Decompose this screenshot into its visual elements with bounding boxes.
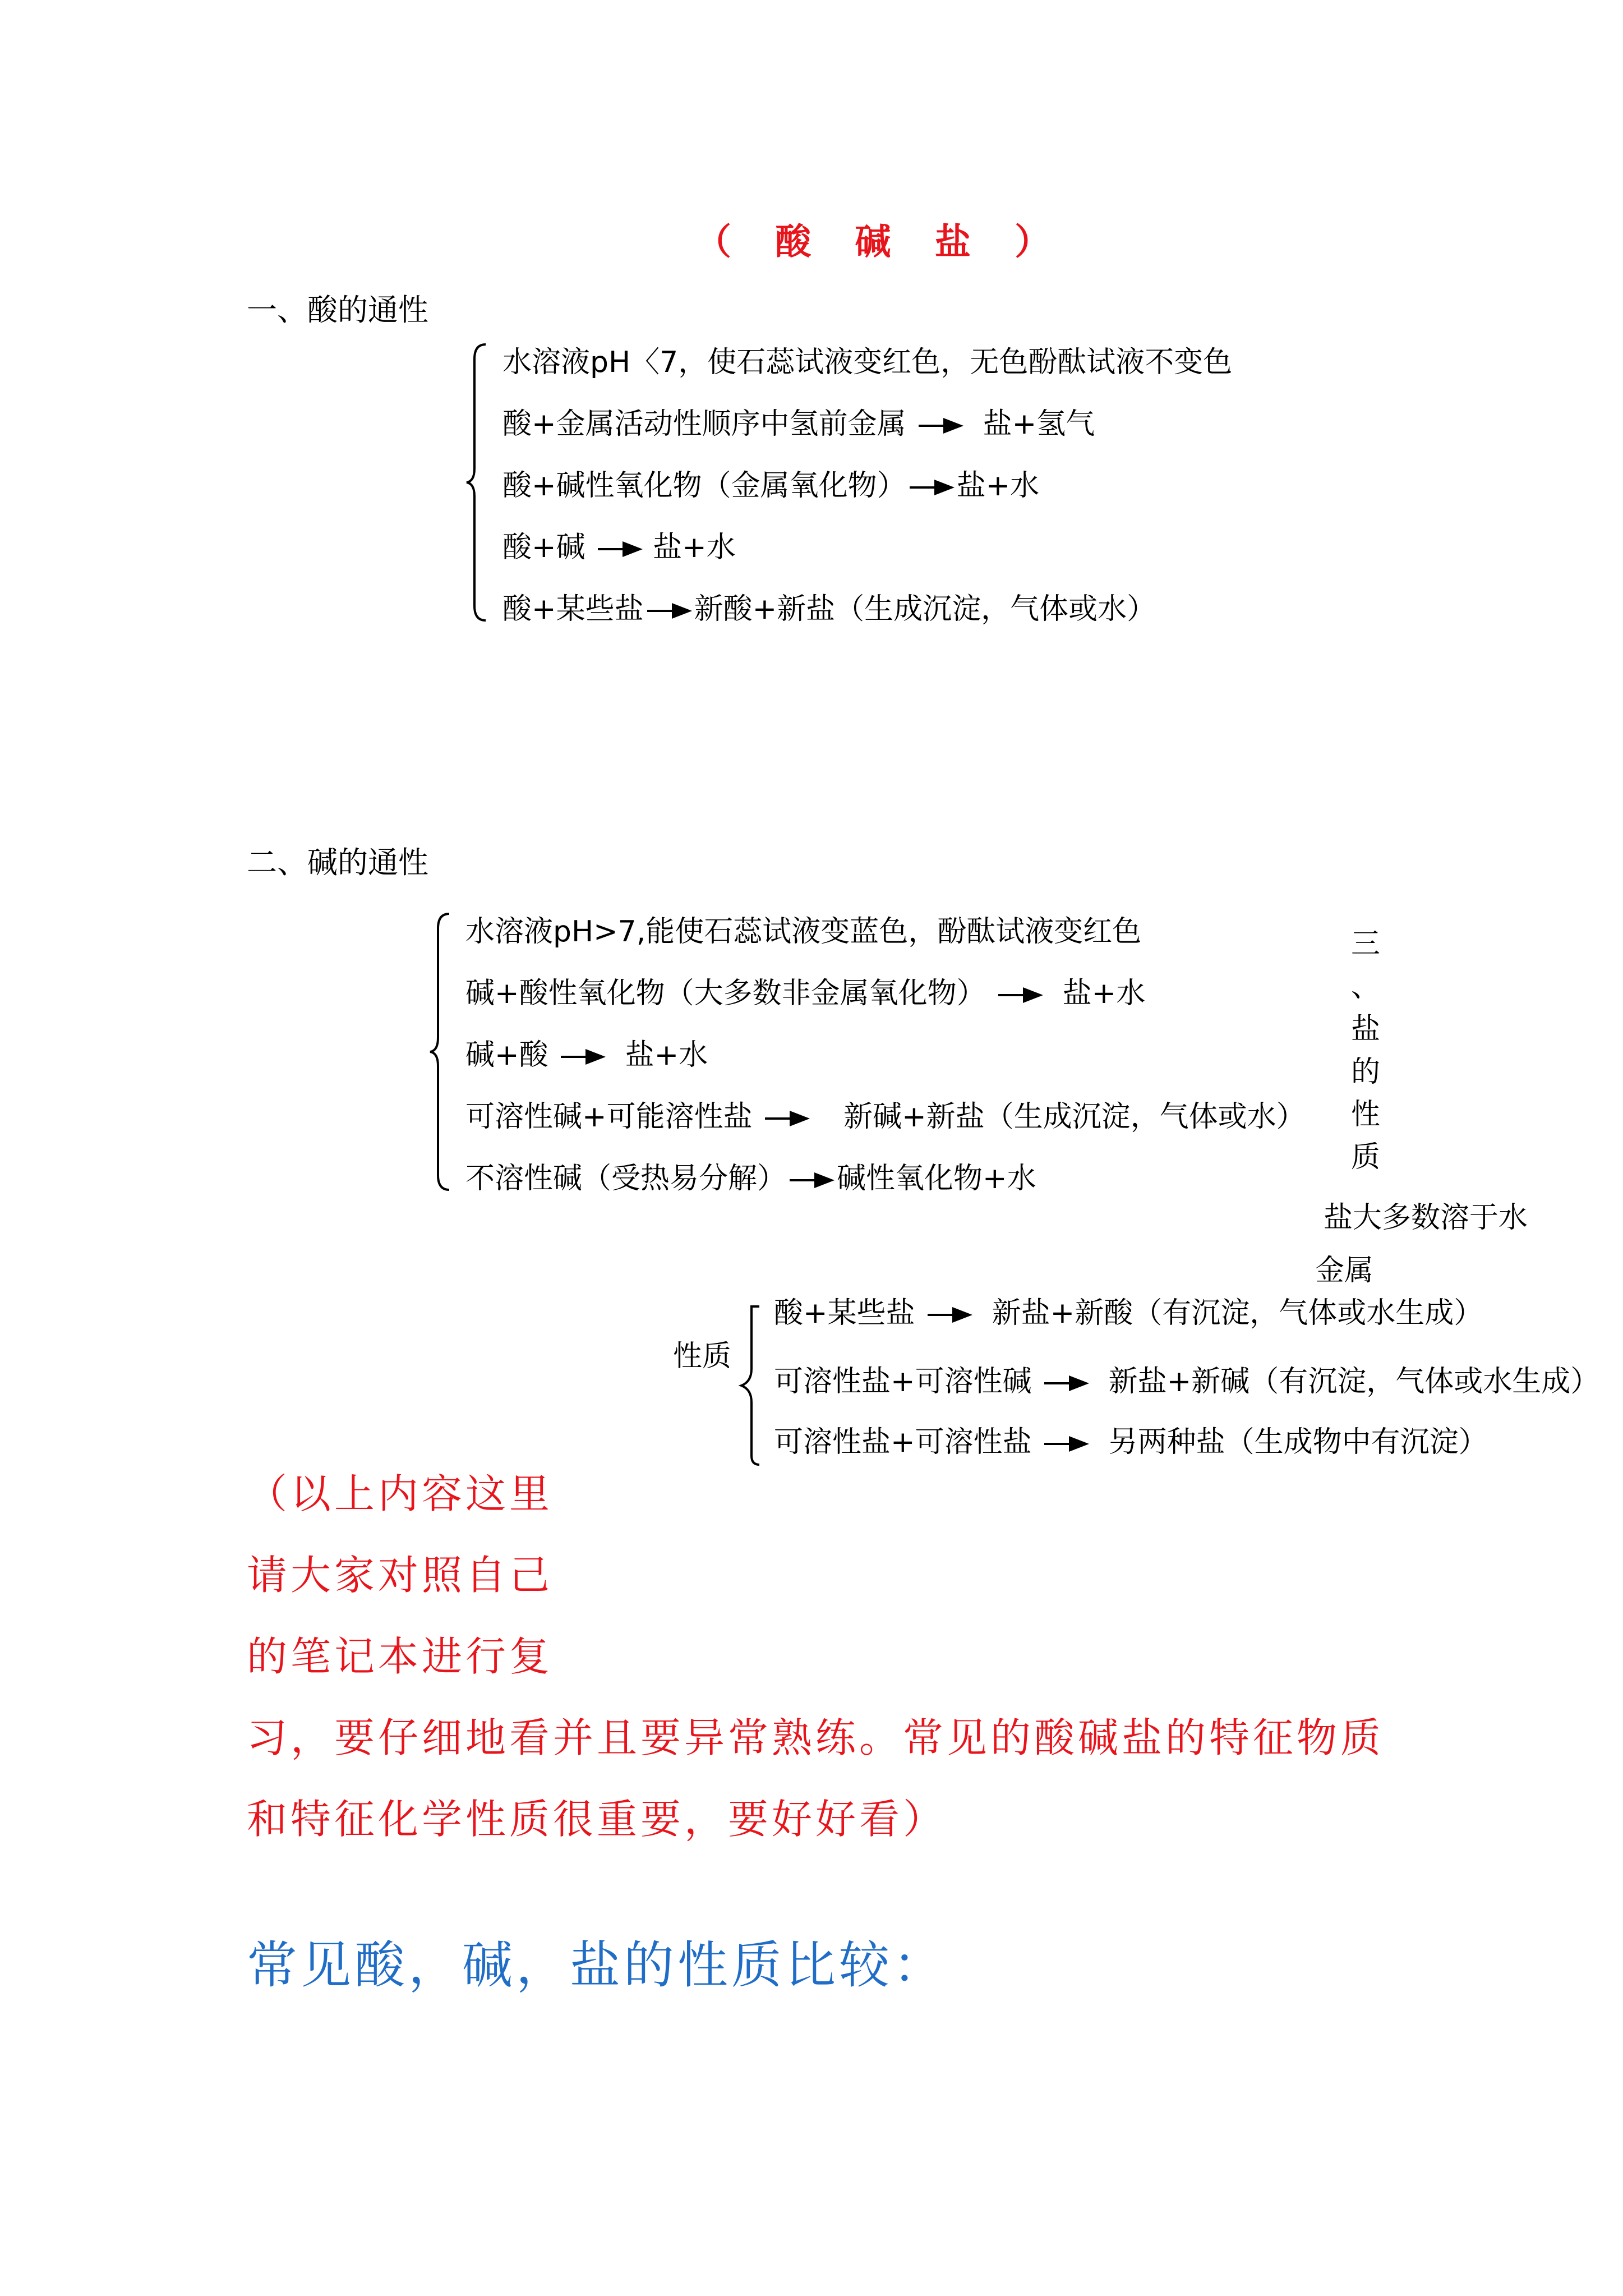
base-property-acidic-oxide	[465, 969, 1145, 1011]
acid-metal-reactants: 酸+金属活动性顺序中氢前金属	[502, 407, 906, 441]
base-salt-products: 新碱+新盐（生成沉淀，气体或水）	[843, 1100, 1306, 1134]
salt-heading-char: 、	[1350, 970, 1380, 1004]
base-brace	[429, 912, 451, 1192]
salt-solubility-line: 盐大多数溶于水	[1324, 1201, 1528, 1235]
salt-properties-label: 性质	[673, 1340, 732, 1373]
salt-vertical-heading	[1349, 923, 1382, 1179]
salt-heading-char: 盐	[1350, 1013, 1380, 1046]
acid-metal-products: 盐+氢气	[983, 407, 1095, 441]
arrow-icon	[919, 425, 943, 427]
arrow-icon	[765, 1117, 790, 1120]
note-line: 的笔记本进行复	[247, 1633, 554, 1680]
base-oxide-products: 盐+水	[1062, 977, 1146, 1010]
base-property-acid	[465, 1031, 708, 1073]
salt-base-reactants: 可溶性盐+可溶性碱	[774, 1365, 1032, 1398]
note-line: 请大家对照自己	[247, 1552, 554, 1599]
acid-salt-products: 新酸+新盐（生成沉淀，气体或水）	[694, 592, 1156, 626]
arrow-icon	[561, 1056, 585, 1058]
base-acid-reactants: 碱+酸	[465, 1038, 548, 1072]
acid-property-basic-oxide	[502, 462, 1039, 504]
arrow-icon	[790, 1111, 810, 1126]
base-oxide-reactants: 碱+酸性氧化物（大多数非金属氧化物）	[465, 977, 986, 1010]
salt-heading-char: 质	[1350, 1140, 1380, 1174]
arrow-icon	[623, 541, 643, 557]
acid-base-reactants: 酸+碱	[502, 531, 585, 564]
salt-acid-row-clipped	[774, 1296, 1503, 1330]
arrow-icon	[647, 610, 672, 612]
acid-property-ph: 水溶液pH〈7，使石蕊试液变红色，无色酚酞试液不变色	[502, 346, 1233, 379]
arrow-icon	[585, 1049, 606, 1065]
salt-property-base	[774, 1358, 1623, 1400]
acid-brace	[465, 342, 488, 623]
acid-base-products: 盐+水	[653, 531, 736, 564]
acid-oxide-reactants: 酸+碱性氧化物（金属氧化物）	[502, 469, 906, 503]
acid-property-base	[502, 523, 736, 565]
acid-oxide-products: 盐+水	[956, 469, 1040, 503]
salt-acid-products: 新盐+新酸（有沉淀，气体或水生成）	[992, 1296, 1483, 1330]
base-property-ph: 水溶液pH>7,能使石蕊试液变蓝色，酚酞试液变红色	[465, 915, 1142, 949]
arrow-icon	[814, 1172, 834, 1188]
acid-property-salt	[502, 585, 1156, 627]
arrow-icon	[1044, 1443, 1069, 1445]
salt-heading-char: 三	[1350, 927, 1380, 961]
salt-property-salt	[774, 1418, 1488, 1460]
base-salt-reactants: 可溶性碱+可能溶性盐	[465, 1100, 753, 1134]
salt-base-products: 新盐+新碱（有沉淀，气体或水生成）	[1108, 1365, 1600, 1398]
comparison-heading: 常见酸，碱，盐的性质比较：	[247, 1936, 947, 1995]
arrow-icon	[672, 603, 692, 619]
arrow-icon	[928, 1314, 952, 1316]
salt-salt-products: 另两种盐（生成物中有沉淀）	[1108, 1425, 1488, 1459]
base-acid-products: 盐+水	[625, 1038, 708, 1072]
note-line: （以上内容这里	[247, 1470, 554, 1517]
note-line: 和特征化学性质很重要，要好好看）	[247, 1796, 947, 1843]
base-property-insoluble	[465, 1154, 1036, 1197]
arrow-icon	[1069, 1436, 1089, 1452]
arrow-icon	[1023, 987, 1043, 1003]
salt-acid-reactants: 酸+某些盐	[774, 1296, 915, 1330]
document-title: （ 酸 碱 盐 ）	[695, 221, 1067, 263]
salt-acid-row	[774, 1289, 1483, 1331]
arrow-icon	[598, 548, 623, 550]
salt-metal-line-partial	[1315, 1246, 1399, 1289]
note-line: 习，要仔细地看并且要异常熟练。常见的酸碱盐的特征物质	[247, 1714, 1385, 1761]
base-insoluble-products: 碱性氧化物+水	[837, 1162, 1036, 1195]
salt-metal-text: 金属	[1315, 1254, 1374, 1287]
acid-property-metal	[502, 400, 1095, 442]
salt-brace	[739, 1304, 762, 1467]
arrow-icon	[934, 480, 955, 495]
acid-salt-reactants: 酸+某些盐	[502, 592, 644, 626]
salt-heading-char: 性	[1350, 1098, 1380, 1131]
arrow-icon	[1044, 1382, 1069, 1384]
base-section-heading: 二、碱的通性	[247, 845, 428, 880]
arrow-icon	[910, 486, 934, 489]
arrow-icon	[1069, 1375, 1089, 1391]
arrow-icon	[998, 994, 1023, 996]
salt-salt-reactants: 可溶性盐+可溶性盐	[774, 1425, 1032, 1459]
base-property-salt	[465, 1093, 1324, 1135]
arrow-icon	[943, 418, 963, 434]
arrow-icon	[790, 1179, 814, 1181]
base-insoluble-reactants: 不溶性碱（受热易分解）	[465, 1162, 787, 1195]
salt-heading-char: 的	[1350, 1055, 1380, 1089]
arrow-icon	[952, 1307, 972, 1323]
acid-section-heading: 一、酸的通性	[247, 292, 428, 328]
